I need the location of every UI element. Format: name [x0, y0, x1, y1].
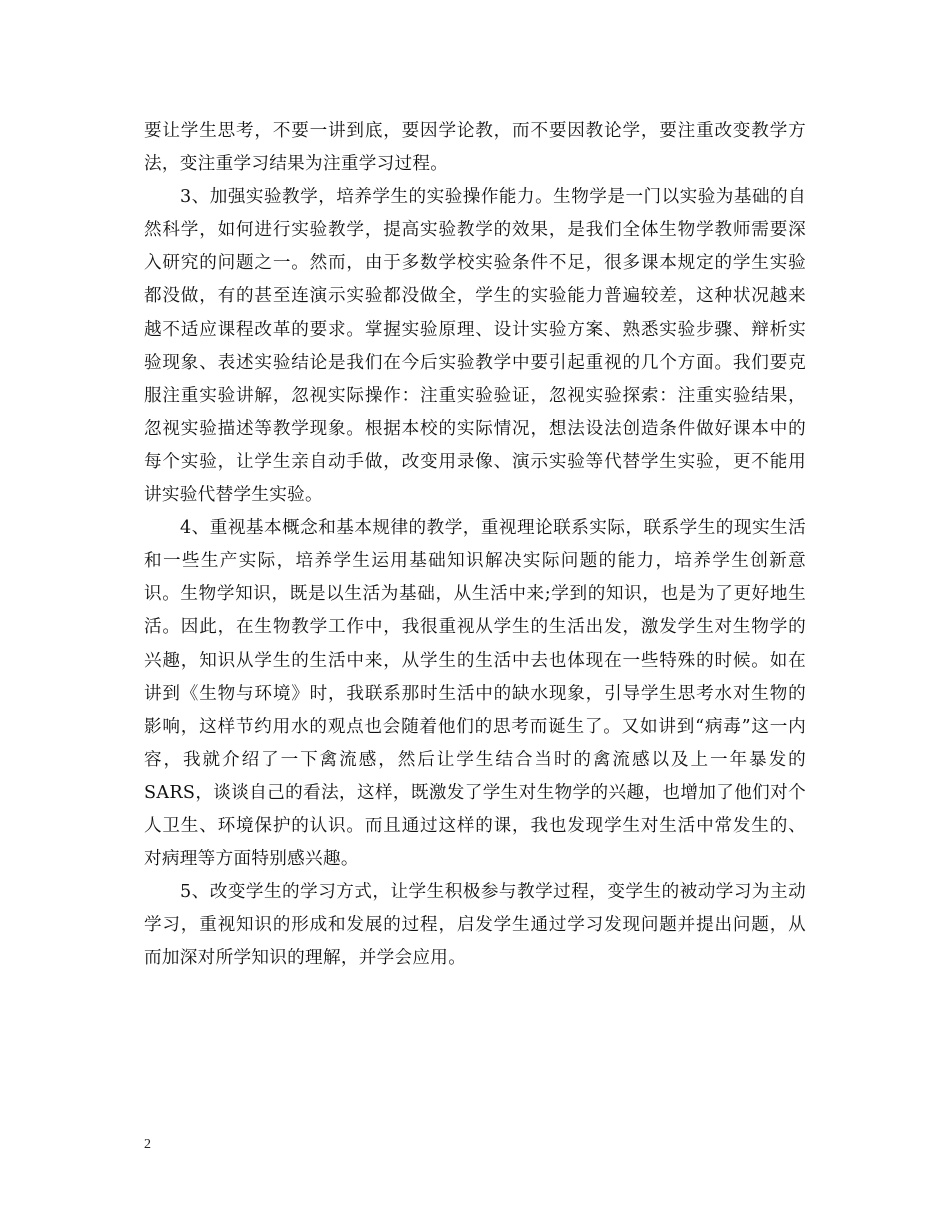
page-number: 2: [144, 1137, 151, 1152]
paragraph-item-4: 4、重视基本概念和基本规律的教学，重视理论联系实际，联系学生的现实生活和一些生产实际，培养学生运用基础知识解决实际问题的能力，培养学生创新意识。生物学知识，既是以生活为基础，从生活中来;学到的知识，也是为了更好地生活。因此，在生物教学工作中，我很重视从学生的生活出发，激发学生对生物学的兴趣，知识从学生的生活中来，从学生的生活中去也体现在一些特殊的时候。如在讲到《生物与环境》时，我联系那时生活中的缺水现象，引导学生思考水对生物的影响，这样节约用水的观点也会随着他们的思考而诞生了。又如讲到“病毒”这一内容，我就介绍了一下禽流感，然后让学生结合当时的禽流感以及上一年暴发的SARS，谈谈自己的看法，这样，既激发了学生对生物学的兴趣，也增加了他们对个人卫生、环境保护的认识。而且通过这样的课，我也发现学生对生活中常发生的、对病理等方面特别感兴趣。: [144, 518, 806, 870]
paragraph-continuation: 要让学生思考，不要一讲到底，要因学论教，而不要因教论学，要注重改变教学方法，变注重学习结果为注重学习过程。: [144, 121, 806, 175]
body-text: [144, 115, 806, 975]
paragraph-item-3: 3、加强实验教学，培养学生的实验操作能力。生物学是一门以实验为基础的自然科学，如何进行实验教学，提高实验教学的效果，是我们全体生物学教师需要深入研究的问题之一。然而，由于多数学校实验条件不足，很多课本规定的学生实验都没做，有的甚至连演示实验都没做全，学生的实验能力普遍较差，这种状况越来越不适应课程改革的要求。掌握实验原理、设计实验方案、熟悉实验步骤、辩析实验现象、表述实验结论是我们在今后实验教学中要引起重视的几个方面。我们要克服注重实验讲解，忽视实际操作：注重实验验证，忽视实验探索：注重实验结果，忽视实验描述等教学现象。根据本校的实际情况，想法设法创造条件做好课本中的每个实验，让学生亲自动手做，改变用录像、演示实验等代替学生实验，更不能用讲实验代替学生实验。: [144, 187, 806, 506]
paragraph-item-5: 5、改变学生的学习方式，让学生积极参与教学过程，变学生的被动学习为主动学习，重视知识的形成和发展的过程，启发学生通过学习发现问题并提出问题，从而加深对所学知识的理解，并学会应用。: [144, 882, 806, 969]
